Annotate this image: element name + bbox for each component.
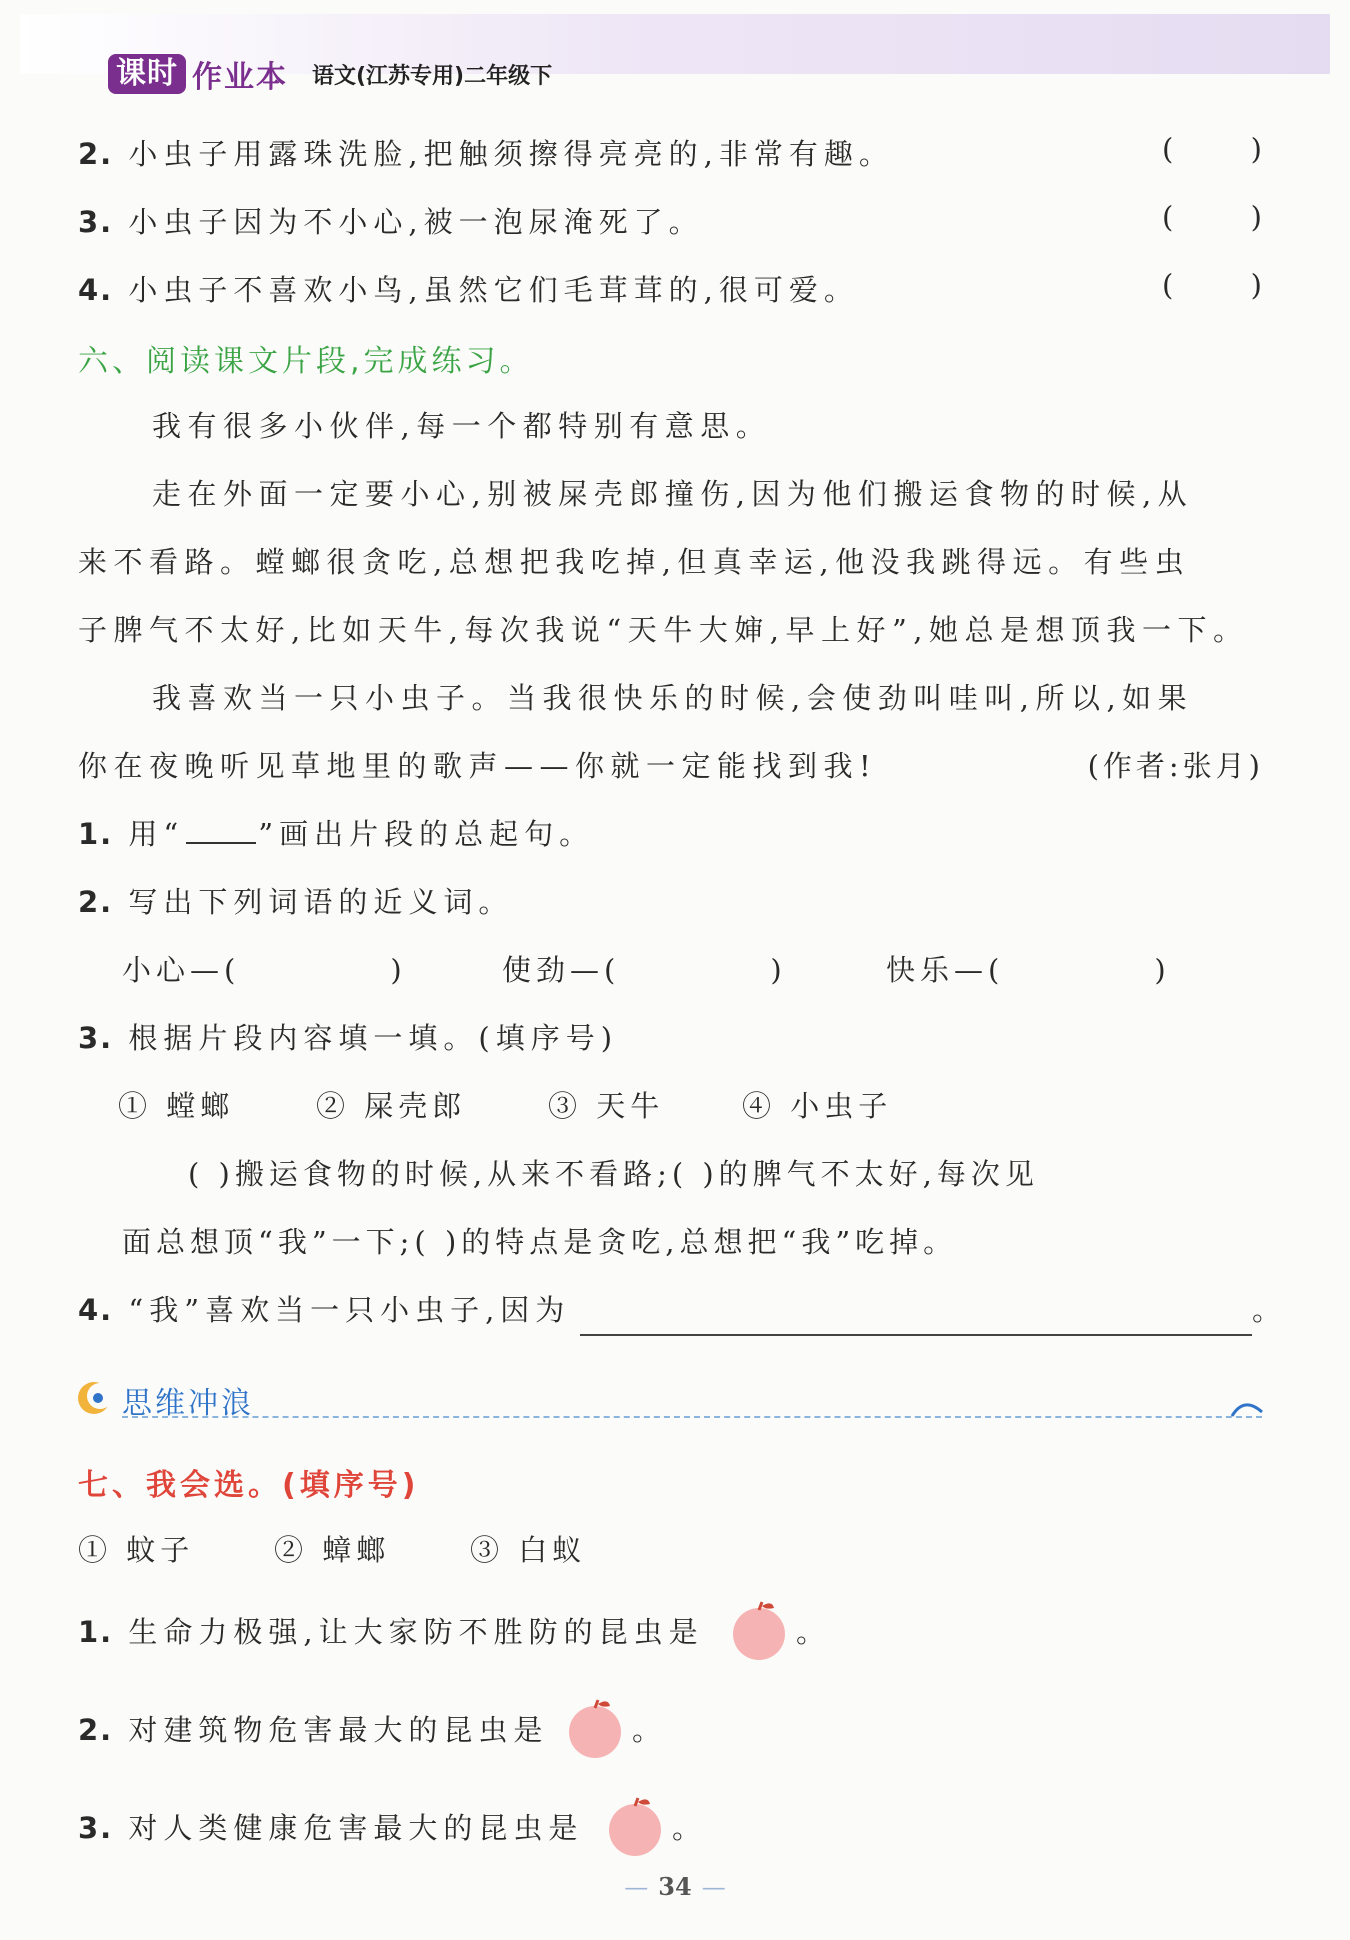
answer-line[interactable]	[580, 1334, 1252, 1336]
question-4: 4. “我”喜欢当一只小虫子,因为	[78, 1293, 571, 1327]
passage-line: 走在外面一定要小心,别被屎壳郎撞伤,因为他们搬运食物的时候,从	[152, 477, 1194, 511]
judge-item: 4. 小虫子不喜欢小鸟,虽然它们毛茸茸的,很可爱。	[78, 273, 859, 307]
synonym-blank[interactable]: 快乐—( )	[886, 953, 1171, 987]
option-item: ② 屎壳郎	[316, 1089, 467, 1123]
banner-divider	[122, 1416, 1262, 1418]
option-item: ① 螳螂	[118, 1089, 235, 1123]
apple-answer-box[interactable]	[564, 1696, 626, 1758]
moon-icon	[74, 1378, 114, 1418]
answer-paren[interactable]: ( )	[1162, 200, 1262, 234]
section-7-title: 七、我会选。(填序号)	[78, 1468, 420, 1503]
option-item: ① 蚊子	[78, 1533, 195, 1567]
passage-line: 我喜欢当一只小虫子。当我很快乐的时候,会使劲叫哇叫,所以,如果	[152, 681, 1194, 715]
option-item: ③ 天牛	[548, 1089, 665, 1123]
answer-paren[interactable]: ( )	[1162, 132, 1262, 166]
header	[108, 54, 552, 94]
author-credit: (作者:张月)	[1087, 749, 1264, 783]
period: 。	[672, 1811, 708, 1845]
option-item: ④ 小虫子	[742, 1089, 893, 1123]
passage-line: 子脾气不太好,比如天牛,每次我说“天牛大婶,早上好”,她总是想顶我一下。	[78, 613, 1249, 647]
judge-item: 3. 小虫子因为不小心,被一泡尿淹死了。	[78, 205, 704, 239]
logo-text: 作业本	[192, 60, 288, 95]
option-item: ③ 白蚁	[470, 1533, 587, 1567]
apple-answer-box[interactable]	[604, 1794, 666, 1856]
section-6-title: 六、阅读课文片段,完成练习。	[78, 344, 534, 379]
wave-icon	[1230, 1394, 1264, 1420]
synonym-blank[interactable]: 小心—( )	[122, 953, 407, 987]
thinking-banner	[74, 1378, 1264, 1421]
question-2: 2. 写出下列词语的近义词。	[78, 885, 514, 919]
underline-sample	[186, 816, 256, 844]
question-7-1: 1. 生命力极强,让大家防不胜防的昆虫是	[78, 1615, 704, 1649]
passage-line: 来不看路。螳螂很贪吃,总想把我吃掉,但真幸运,他没我跳得远。有些虫	[78, 545, 1191, 579]
passage-line: 你在夜晚听见草地里的歌声——你就一定能找到我!	[78, 749, 878, 783]
question-7-2: 2. 对建筑物危害最大的昆虫是	[78, 1713, 549, 1747]
question-1: 1. 用“ ”画出片段的总起句。	[78, 817, 595, 851]
page-number: — 34 —	[624, 1872, 726, 1901]
subject-label: 语文(江苏专用)二年级下	[312, 63, 553, 89]
apple-answer-box[interactable]	[728, 1598, 790, 1660]
synonym-blank[interactable]: 使劲—( )	[502, 953, 787, 987]
period: 。	[632, 1713, 668, 1747]
question-7-3: 3. 对人类健康危害最大的昆虫是	[78, 1811, 584, 1845]
period: 。	[796, 1615, 832, 1649]
banner-title: 思维冲浪	[122, 1386, 254, 1421]
answer-paren[interactable]: ( )	[1162, 268, 1262, 302]
option-item: ② 蟑螂	[274, 1533, 391, 1567]
fill-line[interactable]: ( )搬运食物的时候,从来不看路;( )的脾气不太好,每次见	[188, 1157, 1039, 1191]
question-3: 3. 根据片段内容填一填。(填序号)	[78, 1021, 619, 1055]
judge-item: 2. 小虫子用露珠洗脸,把触须擦得亮亮的,非常有趣。	[78, 137, 894, 171]
logo-badge: 课时	[108, 54, 186, 94]
fill-line[interactable]: 面总想顶“我”一下;( )的特点是贪吃,总想把“我”吃掉。	[122, 1225, 958, 1259]
passage-paragraph-1: 我有很多小伙伴,每一个都特别有意思。	[152, 409, 772, 443]
period: 。	[1252, 1293, 1288, 1327]
